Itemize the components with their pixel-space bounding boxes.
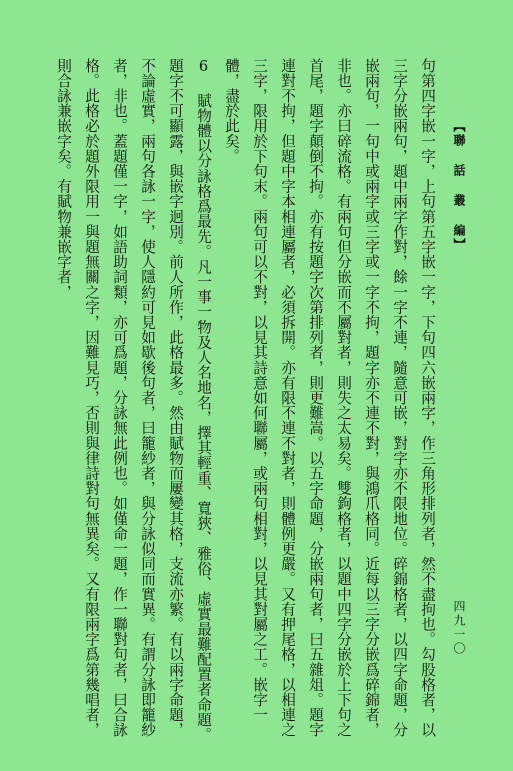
body-text — [49, 58, 441, 748]
paragraph-2: 6 賦物體以分詠格爲最先。凡一事一物及人名地名，擇其輕重、寬狹、雅俗、虛實最難配置者命題。題字不可顯露，與嵌字迥別。前人所作，此格最多。然由賦物而屢變其格，支流亦繁。有以兩字命題，不論虛實，兩句各詠一字，使人隱約可見如歇後句者，曰籠紗者，與分詠似同而實異。有謂分詠即籠紗者，非也。蓋題僅一字，如語助詞類，亦可爲題，分詠無此例也。如僅命一題，作一聯對句者，曰合詠格。此格必於題外限用一與題無關之字，因難見巧，否則與律詩對句無異矣。又有限兩字爲第幾唱者，則合詠兼嵌字矣。有賦物兼嵌字者， — [55, 58, 212, 743]
page-number: 四九一〇 — [452, 600, 466, 656]
running-header: 【聯 話 叢 編】 — [452, 120, 466, 252]
paragraph-1: 句第四字嵌一字，上句第五字嵌一字，下句四六嵌兩字，作三角形排列者，然不盡拘也。勾股格者，以三字分嵌兩句，題中兩字作對，餘一字不連，隨意可嵌，對字亦不限地位。碎錦格者，以四字命題，分嵌兩句，一句中或兩字或三字或一字不拘，題字亦不連不對，與鴻爪格同。近每以三字分嵌爲碎錦者，非也。亦曰碎流格。有兩句但分嵌而不屬對者，則失之太易矣。雙鉤格者，以題中四字分嵌於上下句之首尾，題字顛倒不拘。亦有按題字次第排列者，則更難嵩。以五字命題，分嵌兩句者，曰五雜俎。題字連對不拘，但題中字本相連屬者，必須拆開。亦有限不連不對者，則體例更嚴。又有押尾格，以相連之三字，限用於下句末。兩句可以不對，以見其詩意如何聯屬，或兩句相對，以見其對屬之工。嵌字一體，盡於此矣。 — [223, 58, 436, 738]
